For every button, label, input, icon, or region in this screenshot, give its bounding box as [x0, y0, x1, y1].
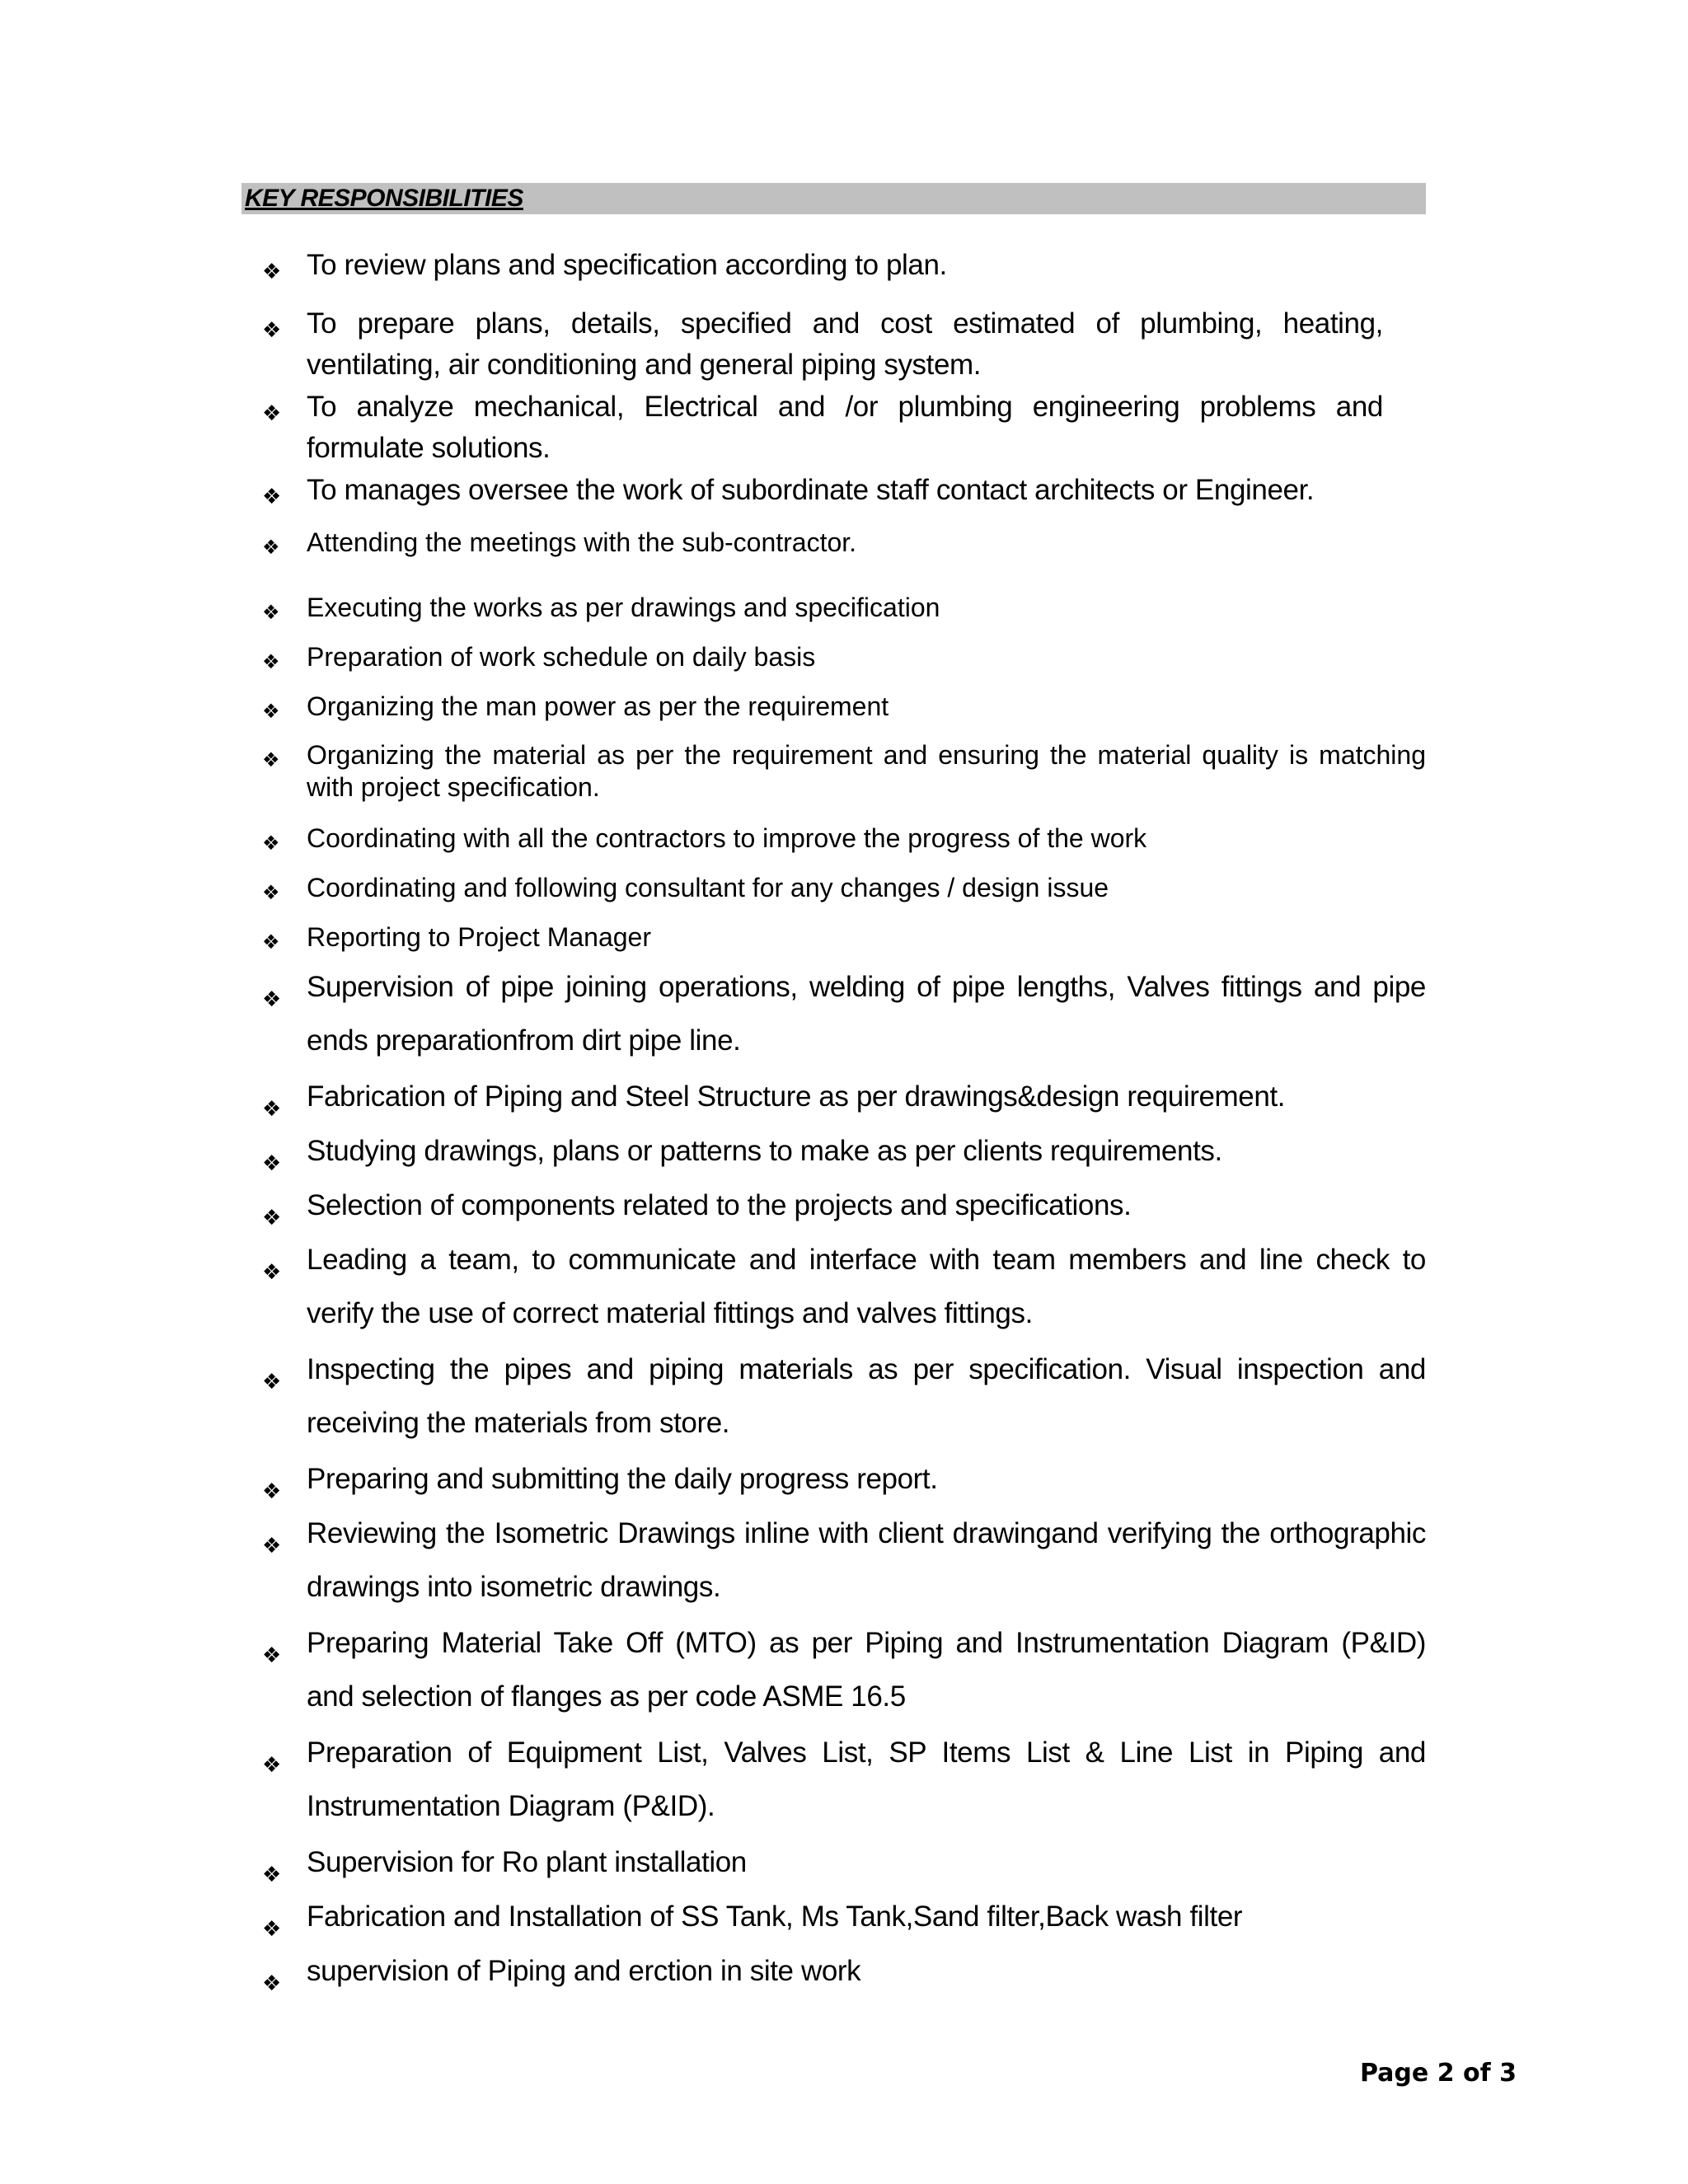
page-number: Page 2 of 3 [1360, 2059, 1517, 2088]
bullet-icon: ❖ [262, 1097, 281, 1122]
bullet-icon: ❖ [262, 987, 281, 1012]
bullet-icon: ❖ [262, 748, 280, 771]
list-item-text: Leading a team, to communicate and interface with team members and line check to verify the use of correct material fittings and valves fittings. [307, 1244, 1426, 1329]
bullet-icon: ❖ [262, 485, 281, 509]
list-item [262, 1616, 1426, 1723]
bullet-icon: ❖ [262, 832, 280, 855]
bullet-icon: ❖ [262, 1643, 281, 1668]
bullet-icon: ❖ [262, 1917, 281, 1942]
bullet-icon: ❖ [262, 601, 280, 624]
list-item-text: To analyze mechanical, Electrical and /or plumbing engineering problems and formulate solutions. [307, 391, 1383, 464]
bullet-icon: ❖ [262, 881, 280, 904]
list-item-text: Reviewing the Isometric Drawings inline with client drawingand verifying the orthographic drawings into isometric drawings. [307, 1517, 1426, 1603]
list-item [262, 1944, 1426, 1998]
list-item-text: supervision of Piping and erction in site work [307, 1955, 861, 1987]
list-item [262, 640, 1426, 673]
bullet-icon: ❖ [262, 260, 281, 284]
bullet-icon: ❖ [262, 1753, 281, 1778]
list-item [262, 591, 1426, 624]
bullet-icon: ❖ [262, 1260, 281, 1285]
list-item [262, 1726, 1426, 1833]
list-item-text: To prepare plans, details, specified and cost estimated of plumbing, heating, ventilating, air conditioning and general piping system. [307, 307, 1383, 381]
list-item [262, 526, 1426, 559]
list-item [262, 921, 1426, 954]
bullet-icon: ❖ [262, 1206, 281, 1230]
list-item [262, 1452, 1426, 1506]
list-item [262, 871, 1426, 904]
list-item [262, 1343, 1426, 1450]
list-item [262, 1070, 1426, 1123]
list-item-text: Organizing the man power as per the requirement [307, 691, 889, 721]
list-item-text: Attending the meetings with the sub-contractor. [307, 527, 857, 557]
list-item [262, 1507, 1426, 1614]
bullet-icon: ❖ [262, 1971, 281, 1996]
list-item-text: Studying drawings, plans or patterns to make as per clients requirements. [307, 1135, 1222, 1167]
list-item-text: Preparation of work schedule on daily basis [307, 642, 816, 672]
list-item-text: Selection of components related to the projects and specifications. [307, 1189, 1132, 1221]
bullet-icon: ❖ [262, 1151, 281, 1176]
list-item [262, 470, 1426, 511]
list-item [262, 387, 1383, 469]
list-item-text: Supervision for Ro plant installation [307, 1846, 747, 1878]
list-item [262, 690, 1426, 723]
bullet-icon: ❖ [262, 650, 280, 673]
list-item-text: Coordinating with all the contractors to improve the progress of the work [307, 823, 1147, 853]
section-heading: KEY RESPONSIBILITIES [245, 185, 523, 212]
list-item [262, 1124, 1426, 1178]
list-item [262, 739, 1426, 804]
list-item [262, 1233, 1426, 1340]
bullet-icon: ❖ [262, 930, 280, 954]
bullet-icon: ❖ [262, 318, 281, 343]
bullet-icon: ❖ [262, 536, 280, 559]
list-item-text: Fabrication of Piping and Steel Structure as per drawings&design requirement. [307, 1080, 1286, 1113]
list-item-text: Organizing the material as per the requirement and ensuring the material quality is matching with project specification. [307, 740, 1426, 802]
bullet-icon: ❖ [262, 1863, 281, 1887]
list-item-text: Executing the works as per drawings and specification [307, 593, 940, 622]
list-item-text: Supervision of pipe joining operations, welding of pipe lengths, Valves fittings and pipe ends preparationfrom dirt pipe line. [307, 971, 1426, 1057]
list-item-text: Fabrication and Installation of SS Tank, Ms Tank,Sand filter,Back wash filter [307, 1900, 1243, 1933]
list-item-text: Inspecting the pipes and piping materials as per specification. Visual inspection and receiving the materials from store. [307, 1353, 1426, 1439]
bullet-icon: ❖ [262, 700, 280, 723]
list-item [262, 960, 1426, 1067]
list-item [262, 1179, 1426, 1232]
bullet-icon: ❖ [262, 1534, 281, 1558]
list-item-text: Preparing and submitting the daily progress report. [307, 1463, 938, 1495]
list-item-text: Preparing Material Take Off (MTO) as per Piping and Instrumentation Diagram (P&ID) and selection of flanges as per code ASME 16.5 [307, 1627, 1426, 1713]
bullet-icon: ❖ [262, 1370, 281, 1394]
list-item-text: Coordinating and following consultant for any changes / design issue [307, 873, 1109, 902]
list-item [262, 1890, 1426, 1943]
list-item [262, 245, 1426, 286]
list-item-text: Reporting to Project Manager [307, 922, 651, 952]
list-item [262, 1835, 1426, 1889]
list-item-text: Preparation of Equipment List, Valves List, SP Items List & Line List in Piping and Instrumentation Diagram (P&ID). [307, 1736, 1426, 1822]
bullet-icon: ❖ [262, 1479, 281, 1504]
list-item [262, 303, 1383, 386]
list-item-text: To review plans and specification according to plan. [307, 249, 947, 281]
list-item-text: To manages oversee the work of subordinate staff contact architects or Engineer. [307, 474, 1315, 506]
list-item [262, 822, 1426, 855]
bullet-icon: ❖ [262, 401, 281, 426]
